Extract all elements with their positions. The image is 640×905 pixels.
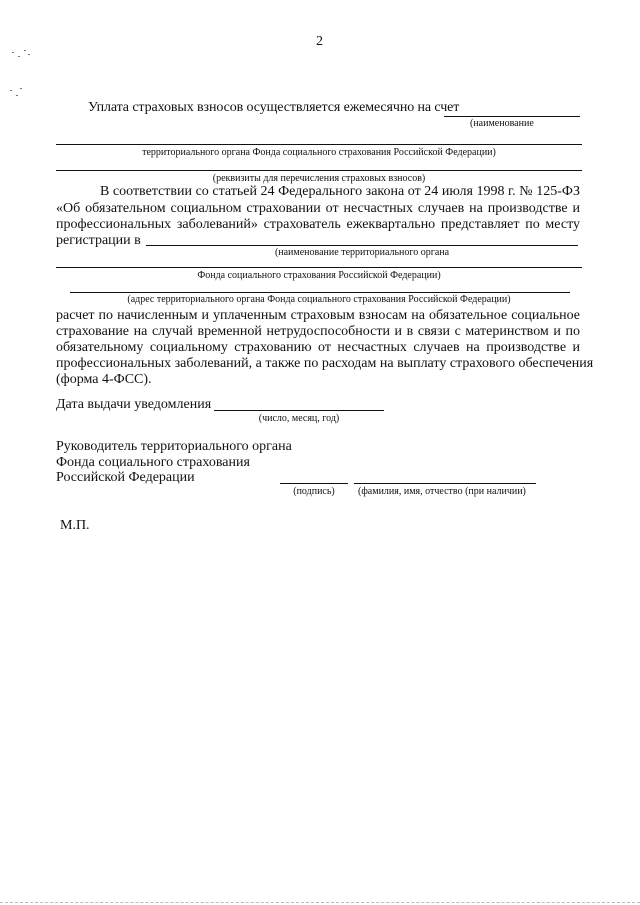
page-number: 2 [316, 34, 323, 49]
stamp-place: М.П. [60, 518, 90, 533]
issue-date-line [214, 410, 384, 411]
caption-date: (число, месяц, год) [258, 413, 340, 424]
caption-territorial-org-name: (наименование территориального органа [274, 247, 450, 258]
para1-line-2: «Об обязательном социальном страховании от несчастных случаев на производстве и [56, 201, 580, 216]
registration-label: регистрации в [56, 233, 141, 248]
caption-fio: (фамилия, имя, отчество (при наличии) [358, 486, 526, 497]
head-line-1: Руководитель территориального органа [56, 439, 292, 454]
caption-name-start: (наименование [470, 118, 534, 129]
territorial-org-line [56, 144, 582, 145]
issue-date-label: Дата выдачи уведомления [56, 397, 212, 412]
head-line-3: Российской Федерации [56, 470, 195, 485]
caption-territorial-org-fss: территориального органа Фонда социального страхования Российской Федерации) [142, 147, 496, 158]
fss-line [56, 267, 582, 268]
payment-account-text: Уплата страховых взносов осуществляется ежемесячно на счет [88, 100, 460, 115]
head-line-2: Фонда социального страхования [56, 455, 250, 470]
caption-fss: Фонда социального страхования Российской Федерации) [197, 270, 441, 281]
registration-line [146, 245, 578, 246]
para1-line-3: профессиональных заболеваний» страхователь ежеквартально представляет по месту [56, 217, 580, 232]
para2-line-5: (форма 4-ФСС). [56, 372, 152, 387]
caption-requisites: (реквизиты для перечисления страховых взносов) [212, 173, 426, 184]
para2-line-1: расчет по начисленным и уплаченным страховым взносам на обязательное социальное [56, 308, 580, 323]
para1-line-1: В соответствии со статьей 24 Федерального закона от 24 июля 1998 г. № 125-ФЗ [100, 184, 580, 199]
address-line [70, 292, 570, 293]
signature-line [280, 483, 348, 484]
account-name-line [444, 116, 580, 117]
para2-line-3: обязательному социальному страхованию от несчастных случаев на производстве и [56, 340, 580, 355]
para2-line-4: профессиональных заболеваний, а также по расходам на выплату страхового обеспечения [56, 356, 594, 371]
requisites-line [56, 170, 582, 171]
caption-address: (адрес территориального органа Фонда социального страхования Российской Федерации) [127, 294, 511, 305]
caption-signature: (подпись) [293, 486, 335, 497]
para2-line-2: страхование на случай временной нетрудоспособности и в связи с материнством и по [56, 324, 580, 339]
fio-line [354, 483, 536, 484]
